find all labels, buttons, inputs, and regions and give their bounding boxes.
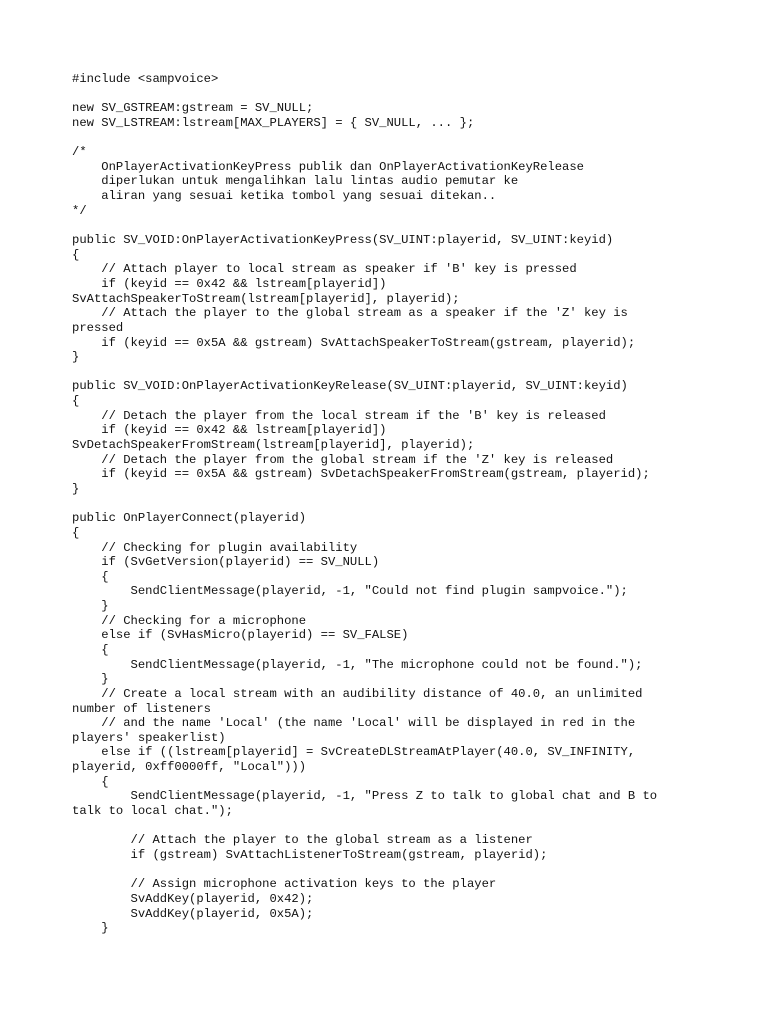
code-line	[72, 131, 692, 146]
code-line: }	[72, 350, 80, 365]
code-line: // and the name 'Local' (the name 'Local' will be displayed in red in the	[72, 716, 636, 731]
code-block	[72, 72, 692, 936]
code-line: {	[72, 642, 109, 657]
code-line: // Attach the player to the global stream as a listener	[72, 833, 533, 848]
code-line: public OnPlayerConnect(playerid)	[72, 511, 307, 526]
code-line: }	[72, 599, 109, 614]
code-line: playerid, 0xff0000ff, "Local")))	[72, 760, 307, 775]
code-line: }	[72, 672, 109, 687]
code-line	[72, 497, 692, 512]
code-line: SendClientMessage(playerid, -1, "Press Z to talk to global chat and B to	[72, 789, 658, 804]
code-line: aliran yang sesuai ketika tombol yang sesuai ditekan..	[72, 189, 497, 204]
code-line: public SV_VOID:OnPlayerActivationKeyRelease(SV_UINT:playerid, SV_UINT:keyid)	[72, 379, 628, 394]
code-line: }	[72, 481, 80, 496]
code-line: diperlukan untuk mengalihkan lalu lintas audio pemutar ke	[72, 174, 519, 189]
code-line: {	[72, 569, 109, 584]
code-line: SvAddKey(playerid, 0x42);	[72, 891, 314, 906]
code-line	[72, 218, 692, 233]
code-line: talk to local chat.");	[72, 804, 233, 819]
code-line: OnPlayerActivationKeyPress publik dan OnPlayerActivationKeyRelease	[72, 159, 584, 174]
code-line: new SV_LSTREAM:lstream[MAX_PLAYERS] = { SV_NULL, ... };	[72, 115, 475, 130]
code-line: {	[72, 774, 109, 789]
code-line: if (keyid == 0x42 && lstream[playerid])	[72, 423, 387, 438]
code-line: else if (SvHasMicro(playerid) == SV_FALSE)	[72, 628, 409, 643]
code-line: public SV_VOID:OnPlayerActivationKeyPress(SV_UINT:playerid, SV_UINT:keyid)	[72, 233, 614, 248]
code-line: pressed	[72, 320, 124, 335]
code-line: SvDetachSpeakerFromStream(lstream[playerid], playerid);	[72, 438, 475, 453]
code-line: {	[72, 394, 80, 409]
code-line: players' speakerlist)	[72, 730, 226, 745]
code-line	[72, 863, 692, 878]
code-line: if (keyid == 0x5A && gstream) SvDetachSpeakerFromStream(gstream, playerid);	[72, 467, 650, 482]
code-line: /*	[72, 145, 87, 160]
code-line: // Assign microphone activation keys to the player	[72, 877, 497, 892]
code-line: number of listeners	[72, 701, 211, 716]
code-line	[72, 87, 692, 102]
code-line: // Checking for a microphone	[72, 613, 307, 628]
code-line: else if ((lstream[playerid] = SvCreateDLStreamAtPlayer(40.0, SV_INFINITY,	[72, 745, 636, 760]
code-line: SvAddKey(playerid, 0x5A);	[72, 906, 314, 921]
code-line: // Checking for plugin availability	[72, 540, 358, 555]
code-line: {	[72, 247, 80, 262]
code-line: // Detach the player from the global stream if the 'Z' key is released	[72, 452, 614, 467]
code-line: {	[72, 525, 80, 540]
code-line: // Create a local stream with an audibility distance of 40.0, an unlimited	[72, 686, 643, 701]
code-line: // Detach the player from the local stream if the 'B' key is released	[72, 408, 606, 423]
code-line: if (SvGetVersion(playerid) == SV_NULL)	[72, 555, 380, 570]
code-line: // Attach player to local stream as speaker if 'B' key is pressed	[72, 262, 577, 277]
code-line	[72, 819, 692, 834]
code-line: new SV_GSTREAM:gstream = SV_NULL;	[72, 101, 314, 116]
code-line: SvAttachSpeakerToStream(lstream[playerid], playerid);	[72, 291, 460, 306]
code-line: }	[72, 921, 109, 936]
code-line: if (gstream) SvAttachListenerToStream(gstream, playerid);	[72, 847, 548, 862]
code-line: if (keyid == 0x5A && gstream) SvAttachSpeakerToStream(gstream, playerid);	[72, 335, 636, 350]
code-line: #include <sampvoice>	[72, 72, 219, 86]
code-line: // Attach the player to the global stream as a speaker if the 'Z' key is	[72, 306, 628, 321]
code-line: */	[72, 203, 87, 218]
code-line	[72, 365, 692, 380]
code-line: SendClientMessage(playerid, -1, "The microphone could not be found.");	[72, 657, 643, 672]
code-line: if (keyid == 0x42 && lstream[playerid])	[72, 276, 387, 291]
code-line: SendClientMessage(playerid, -1, "Could not find plugin sampvoice.");	[72, 584, 628, 599]
